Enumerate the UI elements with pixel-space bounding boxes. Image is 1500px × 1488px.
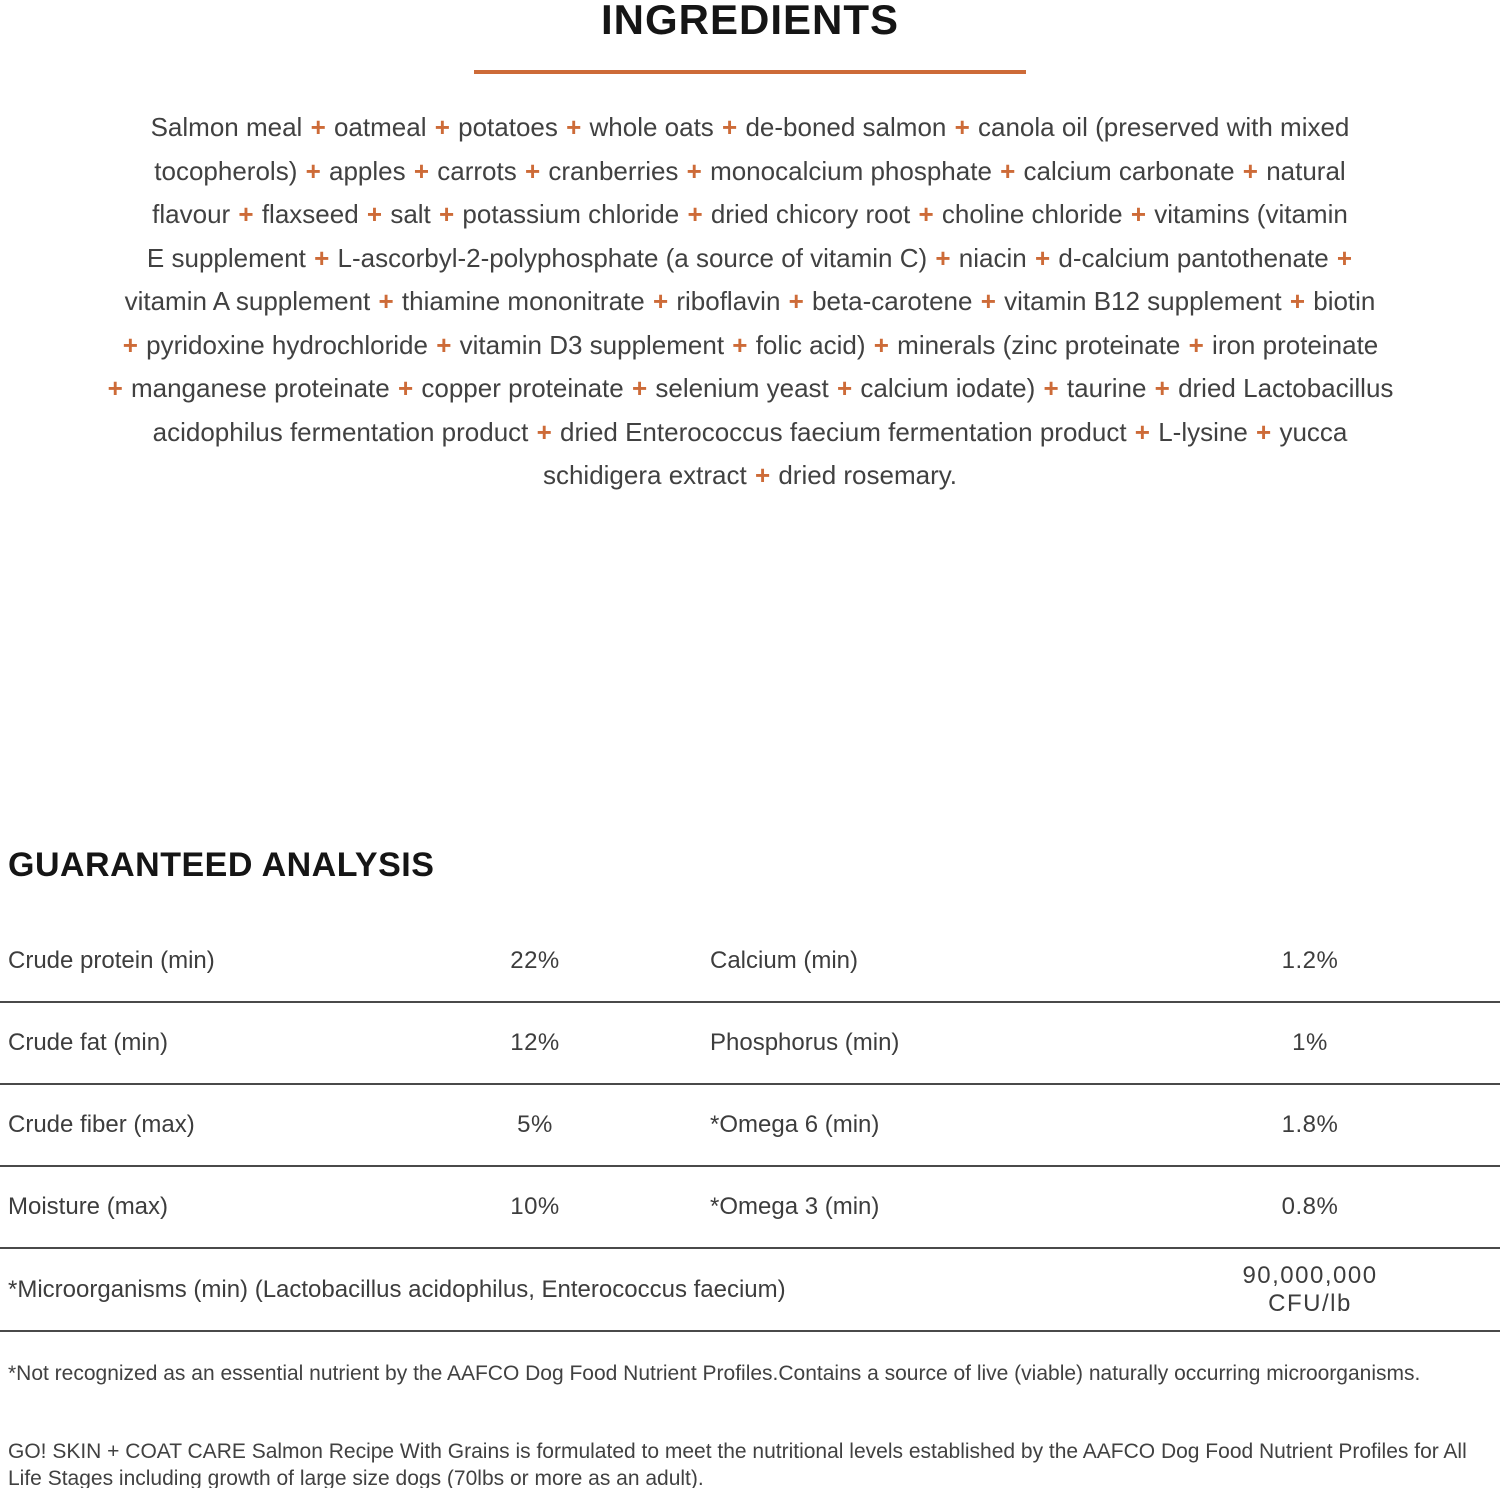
plus-separator: +	[436, 329, 452, 360]
plus-separator: +	[524, 155, 541, 186]
plus-separator: +	[837, 373, 853, 403]
plus-separator: +	[631, 373, 648, 403]
plus-separator: +	[754, 460, 771, 490]
guaranteed-analysis-heading: GUARANTEED ANALYSIS	[8, 846, 435, 884]
orange-divider-rule	[474, 70, 1026, 74]
table-row	[0, 921, 1500, 1003]
plus-separator: +	[107, 373, 123, 403]
ingredients-heading: INGREDIENTS	[600, 0, 900, 43]
nutrient-value: 1%	[1292, 1029, 1328, 1056]
ingredients-line: Salmon meal + oatmeal + potatoes + whole oats + de-boned salmon + canola oil (preserved with mixed	[150, 112, 1350, 142]
plus-separator: +	[954, 112, 970, 142]
plus-separator: +	[378, 286, 394, 316]
plus-separator: +	[434, 112, 450, 142]
plus-separator: +	[935, 242, 951, 273]
plus-separator: +	[314, 242, 330, 273]
plus-separator: +	[1034, 242, 1051, 273]
ingredients-text	[0, 106, 1500, 498]
plus-separator: +	[1336, 242, 1353, 273]
plus-separator: +	[366, 199, 383, 229]
plus-separator: +	[413, 155, 430, 186]
ingredients-line: E supplement + L-ascorbyl-2-polyphosphate (a source of vitamin C) + niacin + d-calcium pantothenate +	[146, 242, 1353, 273]
plus-separator: +	[722, 112, 738, 142]
plus-separator: +	[732, 329, 748, 360]
table-row	[0, 1085, 1500, 1167]
ingredients-line: + manganese proteinate + copper proteinate + selenium yeast + calcium iodate) + taurine + dried Lactobacillus	[107, 373, 1394, 403]
plus-separator: +	[566, 112, 582, 142]
plus-separator: +	[305, 155, 321, 186]
table-row	[0, 1003, 1500, 1085]
ingredients-line: flavour + flaxseed + salt + potassium chloride + dried chicory root + choline chloride + vitamins (vitamin	[152, 199, 1348, 229]
plus-separator: +	[1289, 286, 1306, 316]
nutrient-value: 10%	[510, 1193, 560, 1220]
ingredients-line: schidigera extract + dried rosemary.	[542, 460, 958, 490]
nutrient-label: *Omega 6 (min)	[710, 1111, 880, 1138]
guaranteed-analysis-table	[0, 921, 1500, 1332]
plus-separator: +	[652, 286, 669, 316]
plus-separator: +	[687, 199, 703, 229]
plus-separator: +	[397, 373, 414, 403]
plus-separator: +	[686, 155, 702, 186]
table-row	[0, 1167, 1500, 1249]
plus-separator: +	[1134, 416, 1150, 447]
plus-separator: +	[238, 199, 254, 229]
nutrient-value: 90,000,000 CFU/lb	[1242, 1261, 1378, 1317]
plus-separator: +	[873, 329, 889, 360]
ingredients-line: acidophilus fermentation product + dried Enterococcus faecium fermentation product + L-lysine + yucca	[152, 416, 1348, 447]
plus-separator: +	[439, 199, 455, 229]
nutrient-label: Calcium (min)	[710, 947, 859, 974]
ingredients-line: vitamin A supplement + thiamine mononitrate + riboflavin + beta-carotene + vitamin B12 supplement + biotin	[124, 286, 1376, 316]
plus-separator: +	[1000, 155, 1016, 186]
plus-separator: +	[788, 286, 804, 316]
plus-separator: +	[918, 199, 934, 229]
nutrient-label: *Microorganisms (min) (Lactobacillus acidophilus, Enterococcus faecium)	[8, 1275, 786, 1303]
plus-separator: +	[980, 286, 996, 316]
plus-separator: +	[1130, 199, 1146, 229]
plus-separator: +	[122, 329, 138, 360]
nutrient-label: Moisture (max)	[8, 1193, 169, 1220]
nutrient-value: 5%	[517, 1111, 553, 1138]
plus-separator: +	[1242, 155, 1258, 186]
table-row-microorganisms	[0, 1249, 1500, 1332]
footnote-formulation: GO! SKIN + COAT CARE Salmon Recipe With Grains is formulated to meet the nutritional levels established by the AAFCO Dog Food Nutrient Profiles for All Life Stages including growth of large size dogs (70lbs or more as an adult).	[8, 1440, 1467, 1488]
nutrient-label: Crude fat (min)	[8, 1029, 169, 1056]
plus-separator: +	[1154, 373, 1170, 403]
ingredients-line: tocopherols) + apples + carrots + cranberries + monocalcium phosphate + calcium carbonate + natural	[154, 155, 1346, 186]
plus-separator: +	[1043, 373, 1059, 403]
nutrient-value: 22%	[510, 947, 560, 974]
plus-separator: +	[310, 112, 326, 142]
nutrient-label: Crude fiber (max)	[8, 1111, 195, 1138]
nutrient-value: 1.8%	[1281, 1111, 1339, 1138]
nutrient-label: Crude protein (min)	[8, 947, 215, 974]
nutrient-label: Phosphorus (min)	[710, 1029, 900, 1056]
nutrient-label: *Omega 3 (min)	[710, 1193, 880, 1220]
plus-separator: +	[1188, 329, 1204, 360]
nutrient-value: 1.2%	[1281, 947, 1339, 974]
nutrient-value: 0.8%	[1281, 1193, 1339, 1220]
plus-separator: +	[536, 416, 552, 447]
footnote-aafco: *Not recognized as an essential nutrient by the AAFCO Dog Food Nutrient Profiles.Contains a source of live (viable) naturally occurring microorganisms.	[8, 1362, 1421, 1385]
ingredients-line: + pyridoxine hydrochloride + vitamin D3 supplement + folic acid) + minerals (zinc proteinate + iron proteinate	[122, 329, 1379, 360]
plus-separator: +	[1256, 416, 1272, 447]
nutrient-value: 12%	[510, 1029, 560, 1056]
